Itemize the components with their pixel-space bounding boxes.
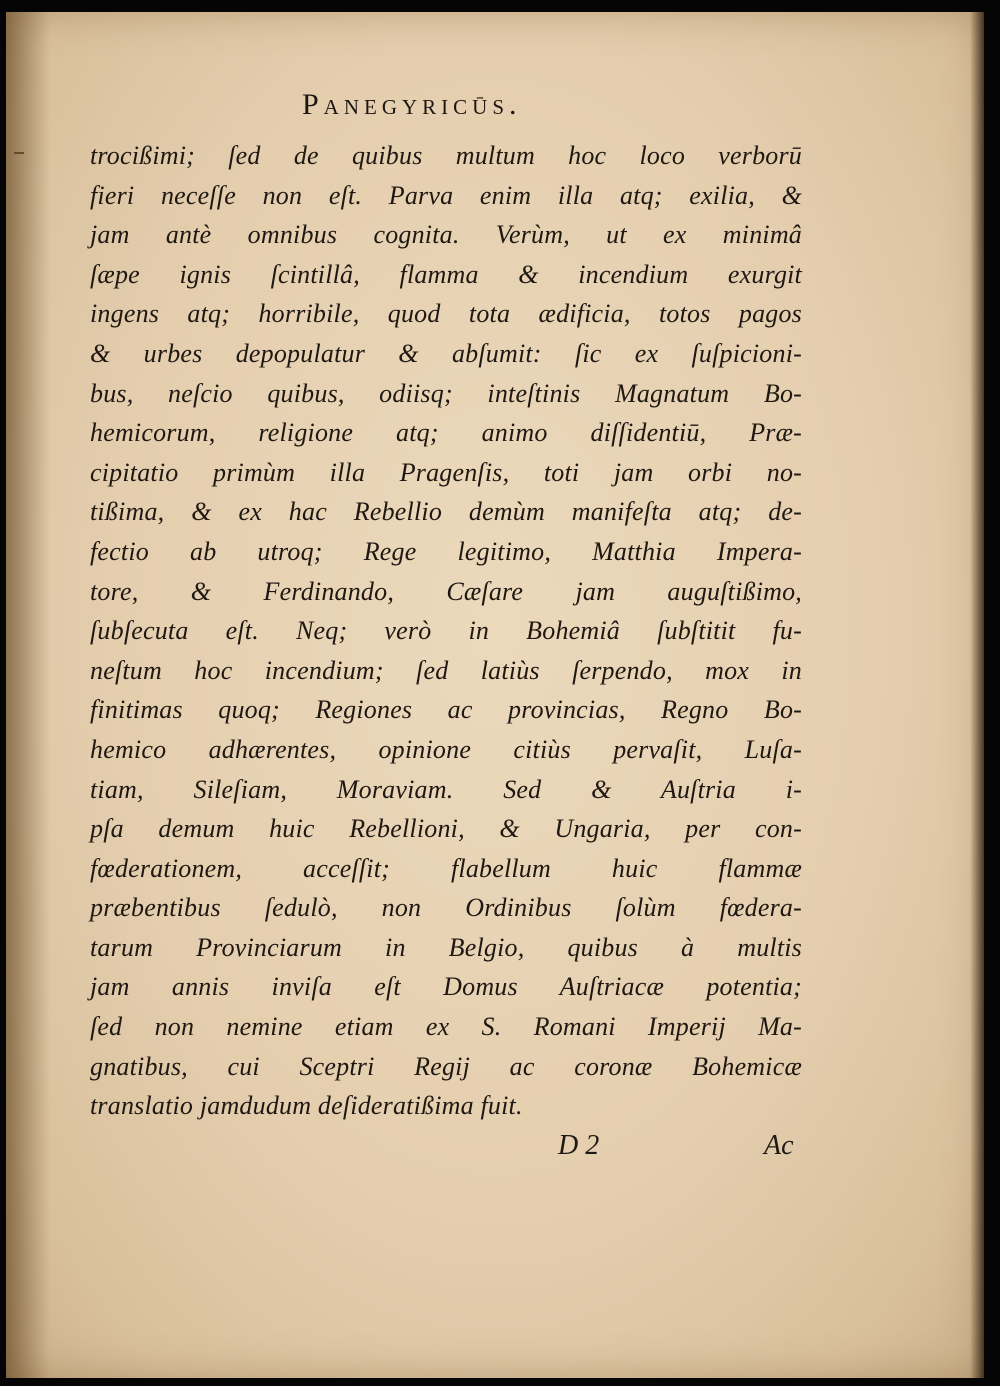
text-line: pſa demum huic Rebellioni, & Ungaria, per con-	[90, 814, 802, 844]
catchword: Ac	[764, 1130, 794, 1161]
text-line: trocißimi; ſed de quibus multum hoc loco verborū	[90, 141, 802, 170]
text-line: ingens atq; horribile, quod tota ædificia, totos pagos	[90, 299, 802, 329]
text-line: fieri neceſſe non eſt. Parva enim illa atq; exilia, &	[90, 180, 802, 210]
text-line: bus, neſcio quibus, odiisq; inteſtinis Magnatum Bo-	[90, 378, 802, 408]
text-line: præbentibus ſedulò, non Ordinibus ſolùm fœdera-	[90, 893, 802, 923]
text-line: jam antè omnibus cognita. Verùm, ut ex minimâ	[90, 220, 802, 250]
text-line: hemicorum, religione atq; animo diſſidentiū, Præ-	[90, 418, 802, 448]
book-page	[6, 12, 984, 1378]
text-line: tißima, & ex hac Rebellio demùm manifeſta atq; de-	[90, 497, 802, 527]
text-line: finitimas quoq; Regiones ac provincias, Regno Bo-	[90, 695, 802, 725]
margin-mark	[14, 152, 24, 154]
text-line: ſæpe ignis ſcintillâ, flamma & incendium exurgit	[90, 259, 802, 289]
text-line: jam annis inviſa eſt Domus Auſtriacæ potentia;	[90, 972, 802, 1002]
text-line: fœderationem, acceſſit; flabellum huic flammæ	[90, 853, 802, 883]
text-line: tiam, Sileſiam, Moraviam. Sed & Auſtria i-	[90, 774, 802, 804]
text-line: tarum Provinciarum in Belgio, quibus à multis	[90, 932, 802, 962]
text-line: cipitatio primùm illa Pragenſis, toti jam orbi no-	[90, 457, 802, 487]
text-body	[90, 136, 802, 1126]
text-line: & urbes depopulatur & abſumit: ſic ex ſuſpicioni-	[90, 338, 802, 368]
text-line: neſtum hoc incendium; ſed latiùs ſerpendo, mox in	[90, 655, 802, 685]
signature-mark: D 2	[558, 1130, 600, 1161]
text-line: ſubſecuta eſt. Neq; verò in Bohemiâ ſubſtitit fu-	[90, 616, 802, 646]
running-head: Panegyricūs.	[302, 88, 522, 121]
text-line: gnatibus, cui Sceptri Regij ac coronæ Bohemicæ	[90, 1051, 802, 1081]
text-line: translatio jamdudum deſideratißima fuit.	[90, 1091, 523, 1121]
text-line: hemico adhærentes, opinione citiùs pervaſit, Luſa-	[90, 734, 802, 764]
text-line: ſed non nemine etiam ex S. Romani Imperij Ma-	[90, 1012, 802, 1042]
text-line: fectio ab utroq; Rege legitimo, Matthia Impera-	[90, 536, 802, 566]
text-line: tore, & Ferdinando, Cæſare jam auguſtißimo,	[90, 576, 802, 606]
